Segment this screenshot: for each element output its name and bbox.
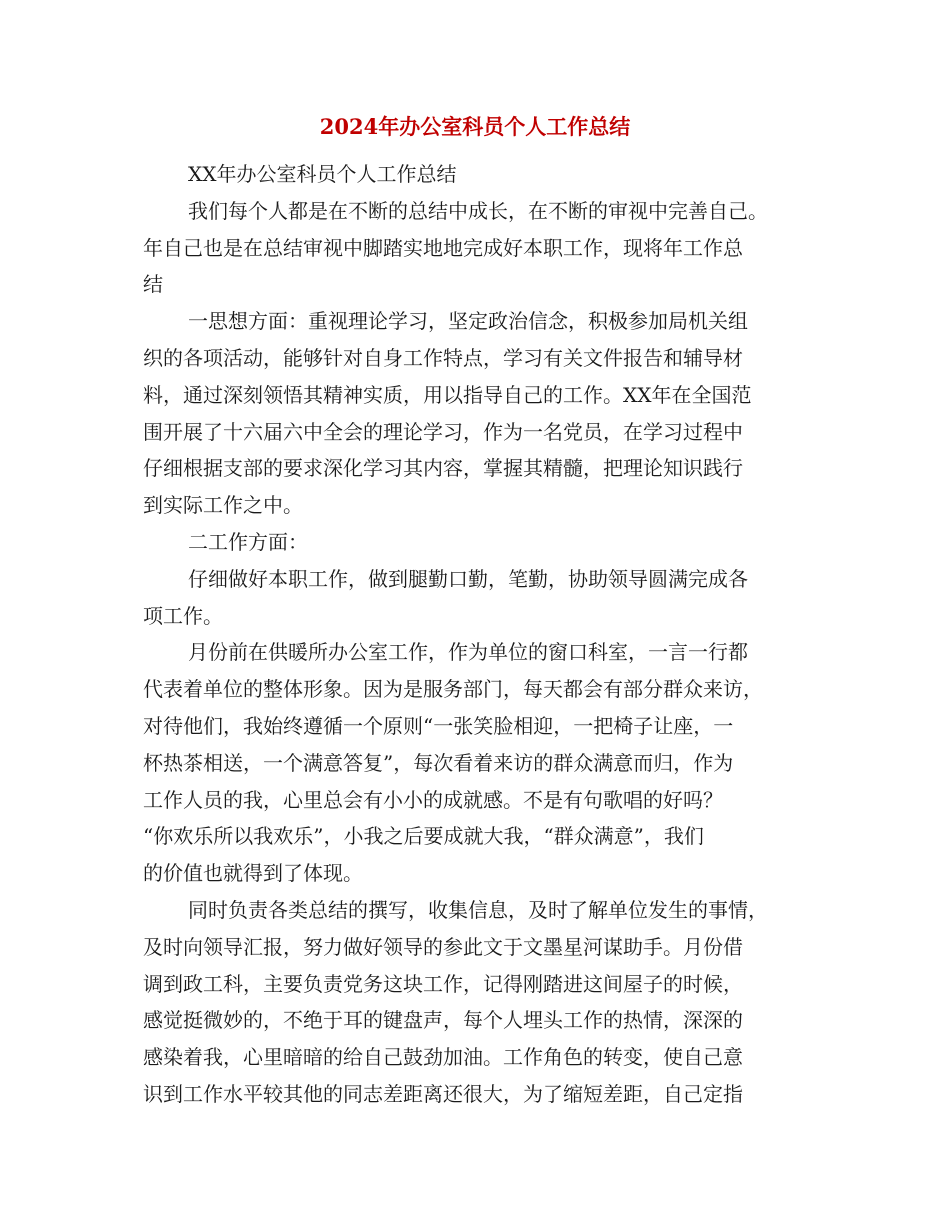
paragraph-line: 仔细根据支部的要求深化学习其内容，掌握其精髓，把理论知识践行 (143, 456, 743, 481)
paragraph-line: 围开展了十六届六中全会的理论学习，作为一名党员，在学习过程中 (143, 419, 743, 444)
paragraph-line: 料，通过深刻领悟其精神实质，用以指导自己的工作。XX年在全国范 (143, 382, 752, 407)
paragraph-line: 结 (143, 272, 163, 297)
paragraph-line: 识到工作水平较其他的同志差距离还很大，为了缩短差距，自己定指 (143, 1081, 743, 1106)
paragraph-line: 仔细做好本职工作，做到腿勤口勤，笔勤，协助领导圆满完成各 (188, 566, 748, 591)
paragraph-line: 我们每个人都是在不断的总结中成长，在不断的审视中完善自己。 (188, 198, 768, 223)
paragraph-line: 织的各项活动，能够针对自身工作特点，学习有关文件报告和辅导材 (143, 345, 743, 370)
paragraph-line: 的价值也就得到了体现。 (143, 861, 363, 886)
paragraph-line: 到实际工作之中。 (143, 493, 303, 518)
paragraph-line: 感染着我，心里暗暗的给自己鼓劲加油。工作角色的转变，使自己意 (143, 1045, 743, 1070)
paragraph-line: 代表着单位的整体形象。因为是服务部门，每天都会有部分群众来访， (143, 677, 763, 702)
document-title: 2024年办公室科员个人工作总结 (319, 114, 631, 139)
paragraph-line: 同时负责各类总结的撰写，收集信息，及时了解单位发生的事情， (188, 897, 768, 922)
section-heading-line: 二工作方面： (188, 529, 308, 554)
paragraph-line: 项工作。 (143, 603, 223, 628)
paragraph-line: 及时向领导汇报，努力做好领导的参此文于文墨星河谋助手。月份借 (143, 934, 743, 959)
paragraph-line: 调到政工科，主要负责党务这块工作，记得刚踏进这间屋子的时候， (143, 971, 743, 996)
paragraph-line: 感觉挺微妙的，不绝于耳的键盘声，每个人埋头工作的热情，深深的 (143, 1008, 743, 1033)
subtitle-line: XX年办公室科员个人工作总结 (188, 162, 457, 186)
paragraph-line: 工作人员的我，心里总会有小小的成就感。不是有句歌唱的好吗？ (143, 787, 723, 812)
paragraph-line: 年自己也是在总结审视中脚踏实地地完成好本职工作，现将年工作总 (143, 235, 743, 260)
document-body (143, 156, 803, 1113)
paragraph-line: 对待他们，我始终遵循一个原则“一张笑脸相迎，一把椅子让座，一 (143, 713, 734, 738)
paragraph-line: “你欢乐所以我欢乐”，小我之后要成就大我，“群众满意”，我们 (143, 824, 704, 849)
paragraph-line: 一思想方面：重视理论学习，坚定政治信念，积极参加局机关组 (188, 309, 748, 334)
paragraph-line: 月份前在供暖所办公室工作，作为单位的窗口科室，一言一行都 (188, 640, 748, 665)
paragraph-line: 杯热茶相送，一个满意答复”，每次看着来访的群众满意而归，作为 (143, 750, 734, 775)
